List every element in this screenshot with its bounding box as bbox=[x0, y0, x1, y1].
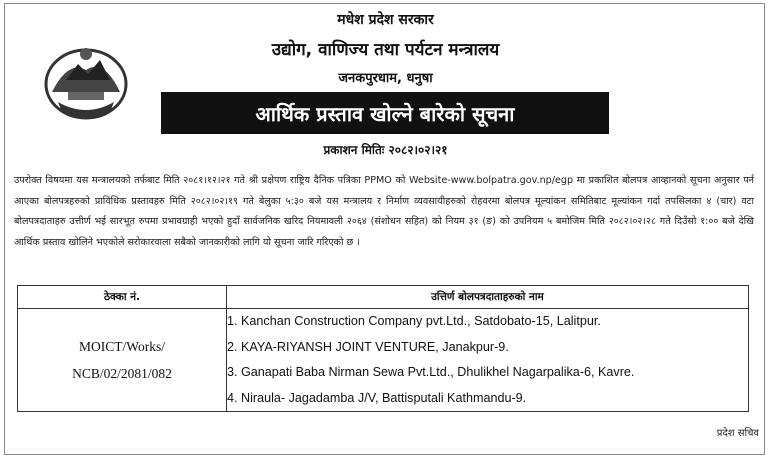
notice-title-banner bbox=[161, 92, 609, 134]
contract-number-line1: MOICT/Works/ bbox=[79, 339, 165, 354]
contract-number-line2: NCB/02/2081/082 bbox=[72, 366, 172, 381]
government-name: मधेश प्रदेश सरकार bbox=[337, 12, 434, 28]
list-item: 4. Niraula- Jagadamba J/V, Battisputali Kathmandu-9. bbox=[227, 390, 527, 405]
bidders-column-header: उत्तिर्ण बोलपत्रदाताहरुको नाम bbox=[227, 286, 749, 309]
publication-label: प्रकाशन मितिः bbox=[323, 143, 385, 157]
publication-date-line bbox=[0, 141, 771, 158]
contract-column-header: ठेक्का नं. bbox=[18, 286, 227, 309]
notice-title: आर्थिक प्रस्ताव खोल्ने बारेको सूचना bbox=[255, 101, 515, 126]
table-row bbox=[18, 309, 749, 412]
list-item: 1. Kanchan Construction Company pvt.Ltd., Satdobato-15, Lalitpur. bbox=[227, 314, 601, 328]
table-header-row bbox=[18, 286, 749, 309]
ministry-name: उद्योग, वाणिज्य तथा पर्यटन मन्त्रालय bbox=[271, 40, 500, 60]
list-item: 2. KAYA-RIYANSH JOINT VENTURE, Janakpur-9. bbox=[227, 339, 509, 354]
bidders-table bbox=[17, 285, 749, 412]
office-location: जनकपुरधाम, धनुषा bbox=[338, 71, 433, 86]
bidders-list-cell bbox=[227, 309, 749, 412]
list-item: 3. Ganapati Baba Nirman Sewa Pvt.Ltd., Dhulikhel Nagarpalika-6, Kavre. bbox=[227, 365, 635, 379]
contract-number-cell bbox=[18, 309, 227, 412]
publication-date: २०८२।०२।२१ bbox=[388, 143, 448, 157]
signatory-title: प्रदेश सचिव bbox=[716, 428, 759, 439]
notice-body: उपरोक्त विषयमा यस मन्त्रालयको तर्फबाट मिति २०८१।१२।२१ गते श्री प्रक्षेपण राष्ट्रिय दैनिक पत्रिका PPMO को Website-www.bolpatra.gov.np/egp मा प्रकाशित बोलपत्र आव्हानको सूचना अनुसार पर्न आएका बोलपत्रहरुको प्राविधिक प्रस्तावहरु मिति २०८२।०२।१९ गते बेलुका ५:३० बजे यस मन्त्रालय र निर्माण व्यवसायीहरुको रोहवरमा बोलपत्र मूल्यांकन समितिबाट मूल्यांकन गर्दा तपसिलका ४ (चार) वटा बोलपत्रदाताहरु उत्तीर्ण भई सारभूत रुपमा प्रभावग्राही भएको हुदाँ सार्वजनिक खरिद नियमावली २०६४ (संशोधन सहित) को नियम ३१ (ङ) को उपनियम ५ बमोजिम मिति २०८२।०२।२८ गते दिउँसो १:०० बजे देखि आर्थिक प्रस्ताव खोलिने भएकोले सरोकारवाला सबैको जानकारीको लागि यो सूचना जारि गरिएको छ । bbox=[14, 175, 754, 248]
